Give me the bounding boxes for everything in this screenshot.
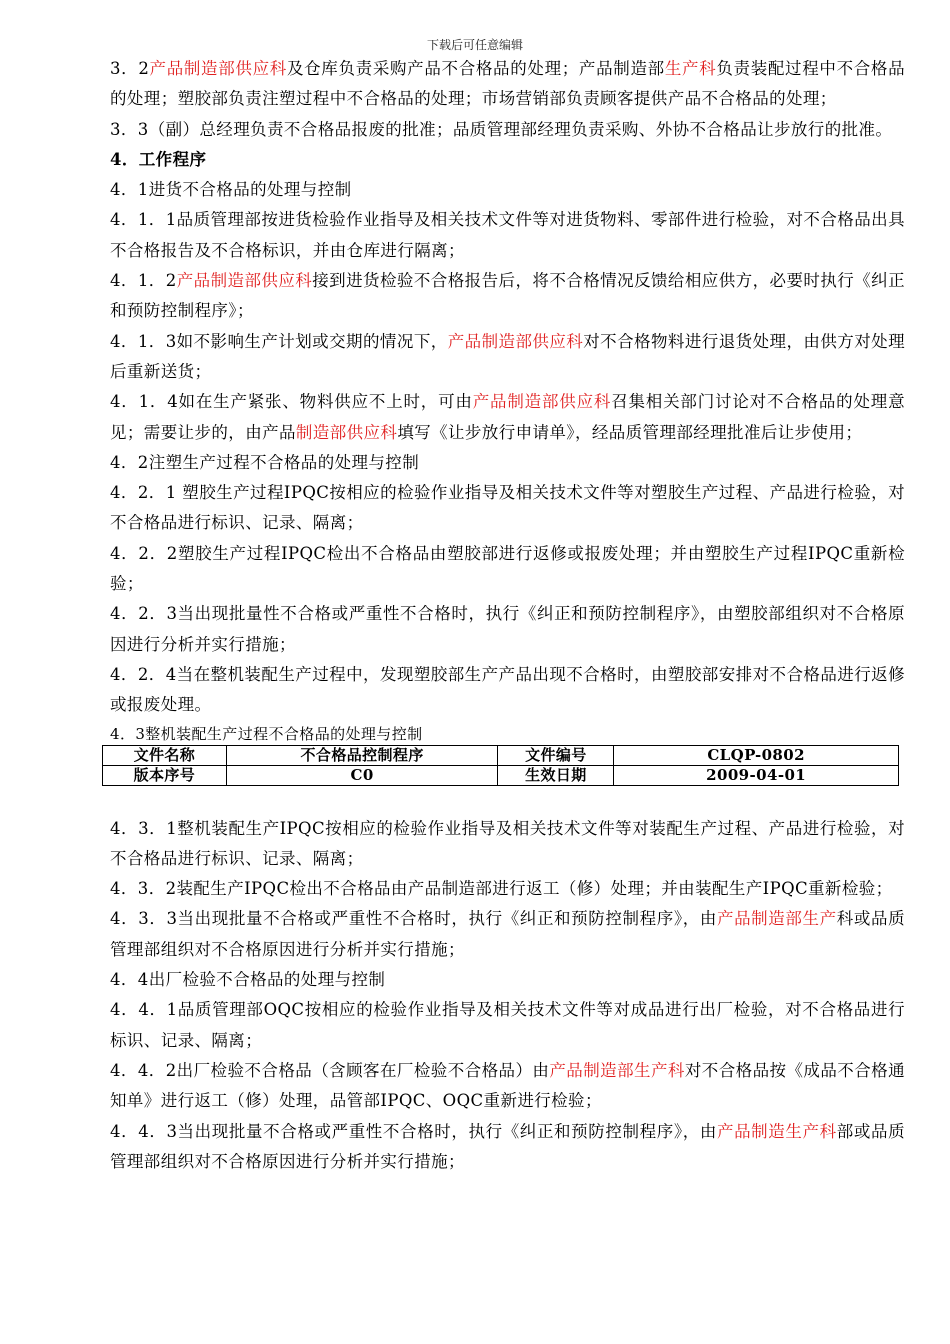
paragraph: [110, 539, 905, 600]
table-row: [103, 745, 899, 765]
paragraph: [110, 266, 905, 327]
paragraph: [110, 995, 905, 1056]
paragraph: [110, 175, 905, 205]
text-segment: 对不合格品按《成品不合格通知单》进行返工（修）处理，品管部IPQC、OQC重新进行检验；: [110, 1060, 906, 1111]
section-heading: [110, 145, 905, 175]
text-segment: 负责装配过程中不合格品的处理；塑胶部负责注塑过程中不合格品的处理；市场营销部负责顾客提供产品不合格品的处理；: [110, 59, 905, 109]
text-segment: 4．2．4当在整机装配生产过程中，发现塑胶部生产产品出现不合格时，由塑胶部安排对不合格品进行返修或报废处理。: [110, 664, 905, 715]
paragraph: [110, 1056, 905, 1117]
paragraph: [110, 723, 905, 745]
paragraph: [110, 448, 905, 478]
effective-date-value: 2009-04-01: [614, 765, 899, 785]
paragraph: [110, 54, 905, 115]
highlighted-dept-name: 产品制造部供应科: [472, 392, 612, 412]
text-segment: 对不合格物料进行退货处理，由供方对处理后重新送货；: [110, 331, 906, 381]
doc-number-value: CLQP-0802: [614, 745, 899, 765]
text-segment: 4．2．3当出现批量性不合格或严重性不合格时，执行《纠正和预防控制程序》，由塑胶部组织对不合格原因进行分析并实行措施；: [110, 604, 905, 654]
document-info-table: [102, 745, 899, 786]
highlighted-dept-name: 产品制造部供应科: [176, 271, 313, 291]
highlighted-dept-name: 产品制造部生产科: [549, 1060, 685, 1080]
paragraph: [110, 904, 905, 965]
paragraphs-after-table: [110, 814, 905, 1178]
table-row: [103, 765, 899, 785]
text-segment: 科或品质管理部组织对不合格原因进行分析并实行措施；: [110, 909, 905, 959]
text-segment: 4．1进货不合格品的处理与控制: [110, 180, 352, 200]
paragraph: [110, 327, 905, 388]
document-body: [110, 54, 905, 1177]
text-segment: 4．2．2塑胶生产过程IPQC检出不合格品由塑胶部进行返修或报废处理；并由塑胶生产过程IPQC重新检验；: [110, 543, 905, 594]
paragraphs-before-table: [110, 54, 905, 745]
text-segment: 4．2．1 塑胶生产过程IPQC按相应的检验作业指导及相关技术文件等对塑胶生产过程、产品进行检验，对不合格品进行标识、记录、隔离；: [110, 483, 905, 533]
text-segment: 召集相关部门讨论对不合格品的处理意见；需要让步的，由产品: [110, 392, 905, 442]
text-segment: 填写《让步放行申请单》，经品质管理部经理批准后让步使用；: [397, 422, 863, 442]
text-segment: 4．3．3当出现批量不合格或严重性不合格时，执行《纠正和预防控制程序》，由: [110, 909, 717, 929]
highlighted-dept-name: 制造部供应科: [295, 422, 398, 442]
paragraph: [110, 115, 905, 145]
page-header: 下载后可任意编辑: [426, 38, 523, 52]
text-segment: 4．1．2: [110, 271, 177, 291]
doc-number-label: 文件编号: [498, 745, 614, 765]
paragraph: [110, 478, 905, 539]
paragraph: [110, 965, 905, 995]
version-label: 版本序号: [103, 765, 227, 785]
effective-date-label: 生效日期: [498, 765, 614, 785]
text-segment: 4．4．3当出现批量不合格或严重性不合格时，执行《纠正和预防控制程序》，由: [110, 1121, 717, 1141]
text-segment: 4．1．3如不影响生产计划或交期的情况下，: [110, 331, 448, 351]
highlighted-dept-name: 产品制造部供应科: [149, 59, 287, 78]
paragraph: [110, 814, 905, 875]
text-segment: 3．3（副）总经理负责不合格品报废的批准；品质管理部经理负责采购、外协不合格品让步放行的批准。: [110, 119, 893, 139]
text-segment: 4．3整机装配生产过程不合格品的处理与控制: [110, 724, 423, 743]
text-segment: 4．1．1品质管理部按进货检验作业指导及相关技术文件等对进货物料、零部件进行检验，对不合格品出具不合格报告及不合格标识，并由仓库进行隔离；: [110, 210, 905, 260]
text-segment: 4．4出厂检验不合格品的处理与控制: [110, 970, 386, 990]
version-value: C0: [226, 765, 498, 785]
text-segment: 3．2: [110, 59, 150, 78]
paragraph: [110, 205, 905, 266]
text-segment: 4．4．2出厂检验不合格品（含顾客在厂检验不合格品）由: [110, 1060, 550, 1080]
doc-name-value: 不合格品控制程序: [226, 745, 498, 765]
paragraph: [110, 387, 905, 448]
doc-name-label: 文件名称: [103, 745, 227, 765]
paragraph: [110, 1117, 905, 1178]
text-segment: 接到进货检验不合格报告后，将不合格情况反馈给相应供方，必要时执行《纠正和预防控制程序》；: [110, 271, 906, 321]
paragraph: [110, 874, 905, 904]
text-segment: 及仓库负责采购产品不合格品的处理；产品制造部: [286, 59, 665, 78]
text-segment: 4．3．1整机装配生产IPQC按相应的检验作业指导及相关技术文件等对装配生产过程、产品进行检验，对不合格品进行标识、记录、隔离；: [110, 818, 905, 868]
highlighted-dept-name: 产品制造生产科: [716, 1121, 837, 1141]
text-segment: 4．3．2装配生产IPQC检出不合格品由产品制造部进行返工（修）处理；并由装配生产IPQC重新检验；: [110, 879, 893, 899]
text-segment: 4．工作程序: [110, 149, 207, 169]
text-segment: 4．2注塑生产过程不合格品的处理与控制: [110, 452, 420, 472]
paragraph: [110, 599, 905, 660]
highlighted-dept-name: 产品制造部供应科: [447, 331, 584, 351]
highlighted-dept-name: 产品制造部生产: [716, 909, 837, 929]
text-segment: 4．4．1品质管理部OQC按相应的检验作业指导及相关技术文件等对成品进行出厂检验，对不合格品进行标识、记录、隔离；: [110, 1000, 905, 1050]
paragraph: [110, 660, 905, 721]
text-segment: 部或品质管理部组织对不合格原因进行分析并实行措施；: [110, 1121, 905, 1171]
text-segment: 4．1．4如在生产紧张、物料供应不上时，可由: [110, 392, 473, 412]
highlighted-dept-name: 生产科: [664, 59, 717, 78]
